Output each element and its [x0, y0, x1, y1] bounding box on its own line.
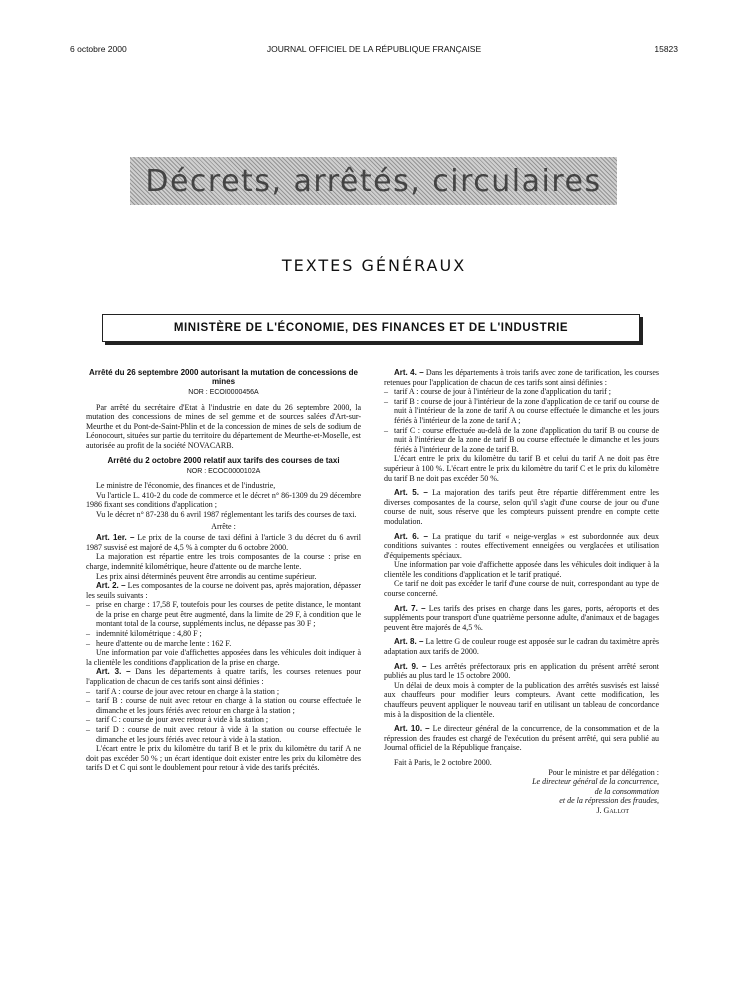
article — [384, 604, 659, 633]
article-text: Dans les départements à trois tarifs avec zone de tarification, les courses retenues pour l'application de chacun de ces tarifs sont ainsi définies : — [384, 368, 659, 387]
decree-nor: NOR : ECOC0000102A — [186, 467, 261, 475]
article — [384, 662, 659, 681]
decree-title: Arrêté du 26 septembre 2000 autorisant la mutation de concessions de mines — [89, 368, 358, 386]
article — [86, 533, 361, 552]
arrete-label: Arrête : — [211, 521, 236, 531]
article-label: Art. 9. – — [394, 661, 427, 671]
article-text: Les tarifs des prises en charge dans les gares, ports, aéroports et des suppléments pour transport d'une quatrième personne adulte, d'animaux et de bagages peuvent être majorés de 4,5 %. — [384, 603, 660, 632]
article — [384, 637, 659, 656]
paragraph: Une information par voie d'affichette apposée dans les véhicules doit indiquer à la clientèle les conditions d'application et le tarif pratiqué. — [384, 560, 659, 579]
banner-title: Décrets, arrêtés, circulaires — [145, 163, 602, 199]
paragraph: Ce tarif ne doit pas excéder le tarif d'une course de nuit, correspondant au type de course concerné. — [384, 579, 659, 599]
paragraph: Vu l'article L. 410-2 du code de commerce et le décret n° 86-1309 du 29 décembre 1986 fixant ses conditions d'application ; — [86, 490, 361, 510]
column-right — [384, 368, 659, 816]
signature-line: Le directeur général de la concurrence, — [532, 777, 659, 787]
paragraph: Une information par voie d'affichettes apposées dans les véhicules doit indiquer à la clientèle les conditions d'application de la prise en charge. — [86, 648, 361, 667]
article-text: La pratique du tarif « neige-verglas » est subordonnée aux deux conditions suivantes : routes effectivement enneigées ou verglacées et utilisation d'équipements spéciaux. — [384, 531, 659, 560]
article-label: Art. 6. – — [394, 531, 428, 541]
list-item: – tarif A : course de jour avec retour en charge à la station ; — [86, 687, 361, 697]
paragraph: L'écart entre le prix du kilomètre du tarif B et celui du tarif A ne doit pas être supérieur à 100 %. L'écart entre le prix du kilomètre du tarif C et le prix du kilomètre du tarif B ne doit pas excéder 50 %. — [384, 454, 659, 483]
paragraph: La majoration est répartie entre les trois composantes de la course : prise en charge, indemnité kilométrique, heure d'attente ou de marche lente. — [86, 552, 361, 571]
paragraph: L'écart entre le prix du kilomètre du tarif B et le prix du kilomètre du tarif A ne doit pas excéder 50 % ; un écart identique doit exister entre les prix du kilomètre des tarifs D et C qui sont le doublement pour retour à vide des tarifs précités. — [86, 744, 361, 773]
article-label: Art. 8. – — [394, 637, 424, 647]
article — [384, 488, 659, 526]
list-item: – tarif B : course de nuit avec retour en charge à la station ou course effectuée le dimanche et les jours fériés avec retour en charge à la station ; — [86, 696, 361, 715]
article-text: Dans les départements à quatre tarifs, les courses retenues pour l'application de chacun de ces tarifs sont ainsi définies : — [86, 667, 361, 687]
signature-date: Fait à Paris, le 2 octobre 2000. — [394, 757, 492, 767]
list-item: – tarif C : course de jour avec retour à vide à la station ; — [86, 715, 361, 725]
signature-line: de la consommation — [594, 786, 659, 796]
list-item: – tarif D : course de nuit avec retour à vide à la station ou course effectuée le dimanche et les jours fériés avec retour à vide à la station. — [86, 725, 361, 744]
list-item: – heure d'attente ou de marche lente : 162 F. — [86, 639, 361, 649]
article-text: Les composantes de la course ne doivent pas, après majoration, dépasser les seuils suivants : — [86, 581, 362, 600]
paragraph: Par arrêté du secrétaire d'Etat à l'industrie en date du 26 septembre 2000, la mutation des concessions de mines de sel gemme et de sources salées d'Art-sur-Meurthe et du Pont-de-Saint-Phlin et de la concession de mines de sels de sodium de Léonocourt, situées sur partie du territoire du département de Meurthe-et-Moselle, est autorisée au profit de la société NOVACARB. — [86, 402, 361, 450]
decree-title: Arrêté du 2 octobre 2000 relatif aux tarifs des courses de taxi — [107, 455, 340, 465]
list-item: – indemnité kilométrique : 4,80 F ; — [86, 629, 361, 639]
paragraph: Un délai de deux mois à compter de la publication des arrêtés susvisés est laissé aux chauffeurs pour modifier leurs compteurs. Avant cette modification, les chauffeurs peuvent appliquer le nouveau tarif en utilisant un tableau de concordance mis à la disposition de la clientèle. — [384, 680, 659, 719]
article-text: La majoration des tarifs peut être répartie différemment entre les diverses composantes de la course, selon qu'il s'agit d'une course de jour ou d'une course de nuit, sous réserve que les compteurs puissent prendre en compte cette modulation. — [384, 488, 659, 526]
section-heading: TEXTES GÉNÉRAUX — [281, 256, 467, 275]
header-page-number: 15823 — [654, 44, 678, 54]
article-label: Art. 4. – — [394, 368, 424, 377]
article — [384, 532, 659, 561]
article-text: Le prix de la course de taxi défini à l'article 3 du décret du 6 avril 1987 susvisé est majoré de 4,5 % à compter du 6 octobre 2000. — [86, 533, 362, 552]
article-label: Art. 5. – — [394, 488, 428, 498]
article-text: Les arrêtés préfectoraux pris en application du présent arrêté seront publiés au plus tard le 15 octobre 2000. — [384, 661, 660, 681]
ministry-box — [102, 314, 640, 342]
article-label: Art. 2. – — [96, 581, 126, 591]
article-label: Art. 7. – — [394, 603, 426, 613]
article-text: La lettre G de couleur rouge est apposée sur le cadran du taximètre après adaptation aux tarifs de 2000. — [384, 637, 660, 657]
signature-line: Pour le ministre et par délégation : — [548, 767, 659, 777]
section-banner — [130, 157, 617, 205]
list-item: – prise en charge : 17,58 F, toutefois pour les courses de petite distance, le montant de la prise en charge peut être augmenté, dans la limite de 29 F, à condition que le montant total de la course, suppléments inclus, ne dépasse pas 30 F ; — [86, 600, 361, 629]
signature-line: et de la répression des fraudes, — [559, 796, 659, 806]
article-text: Le directeur général de la concurrence, de la consommation et de la répression des fraudes est chargé de l'exécution du présent arrêté, qui sera publié au Journal officiel de la République française. — [384, 724, 660, 753]
article — [86, 581, 361, 600]
paragraph: Le ministre de l'économie, des finances et de l'industrie, — [96, 481, 276, 491]
paragraph: Vu le décret n° 87-238 du 6 avril 1987 réglementant les tarifs des courses de taxi. — [96, 509, 357, 519]
header-journal-title: JOURNAL OFFICIEL DE LA RÉPUBLIQUE FRANÇAISE — [266, 44, 482, 54]
article — [384, 368, 659, 387]
list-item: – tarif C : course effectuée au-delà de la zone d'application du tarif B ou course de nuit à l'intérieur de la zone de tarif B ou course effectuée le dimanche et les jours fériés à l'intérieur de la zone de tarif B. — [384, 426, 659, 455]
article — [384, 724, 659, 753]
decree-nor: NOR : ECOI0000456A — [188, 389, 259, 396]
signatory-name: J. Gallot — [596, 805, 629, 815]
article-label: Art. 10. – — [394, 724, 430, 734]
paragraph: Les prix ainsi déterminés peuvent être arrondis au centime supérieur. — [96, 571, 317, 581]
list-item: – tarif B : course de jour à l'intérieur de la zone d'application de ce tarif ou course de nuit à l'intérieur de la zone de tarif A ou course effectuée le dimanche et les jours fériés à l'intérieur de la zone de tarif A ; — [384, 397, 659, 426]
article-label: Art. 3. – — [96, 667, 131, 677]
article — [86, 667, 361, 686]
list-item: – tarif A : course de jour à l'intérieur de la zone d'application du tarif ; — [384, 387, 659, 397]
column-left — [86, 368, 361, 773]
header-date: 6 octobre 2000 — [70, 44, 127, 54]
ministry-title: MINISTÈRE DE L'ÉCONOMIE, DES FINANCES ET DE L'INDUSTRIE — [173, 322, 569, 334]
article-label: Art. 1er. – — [96, 533, 135, 543]
